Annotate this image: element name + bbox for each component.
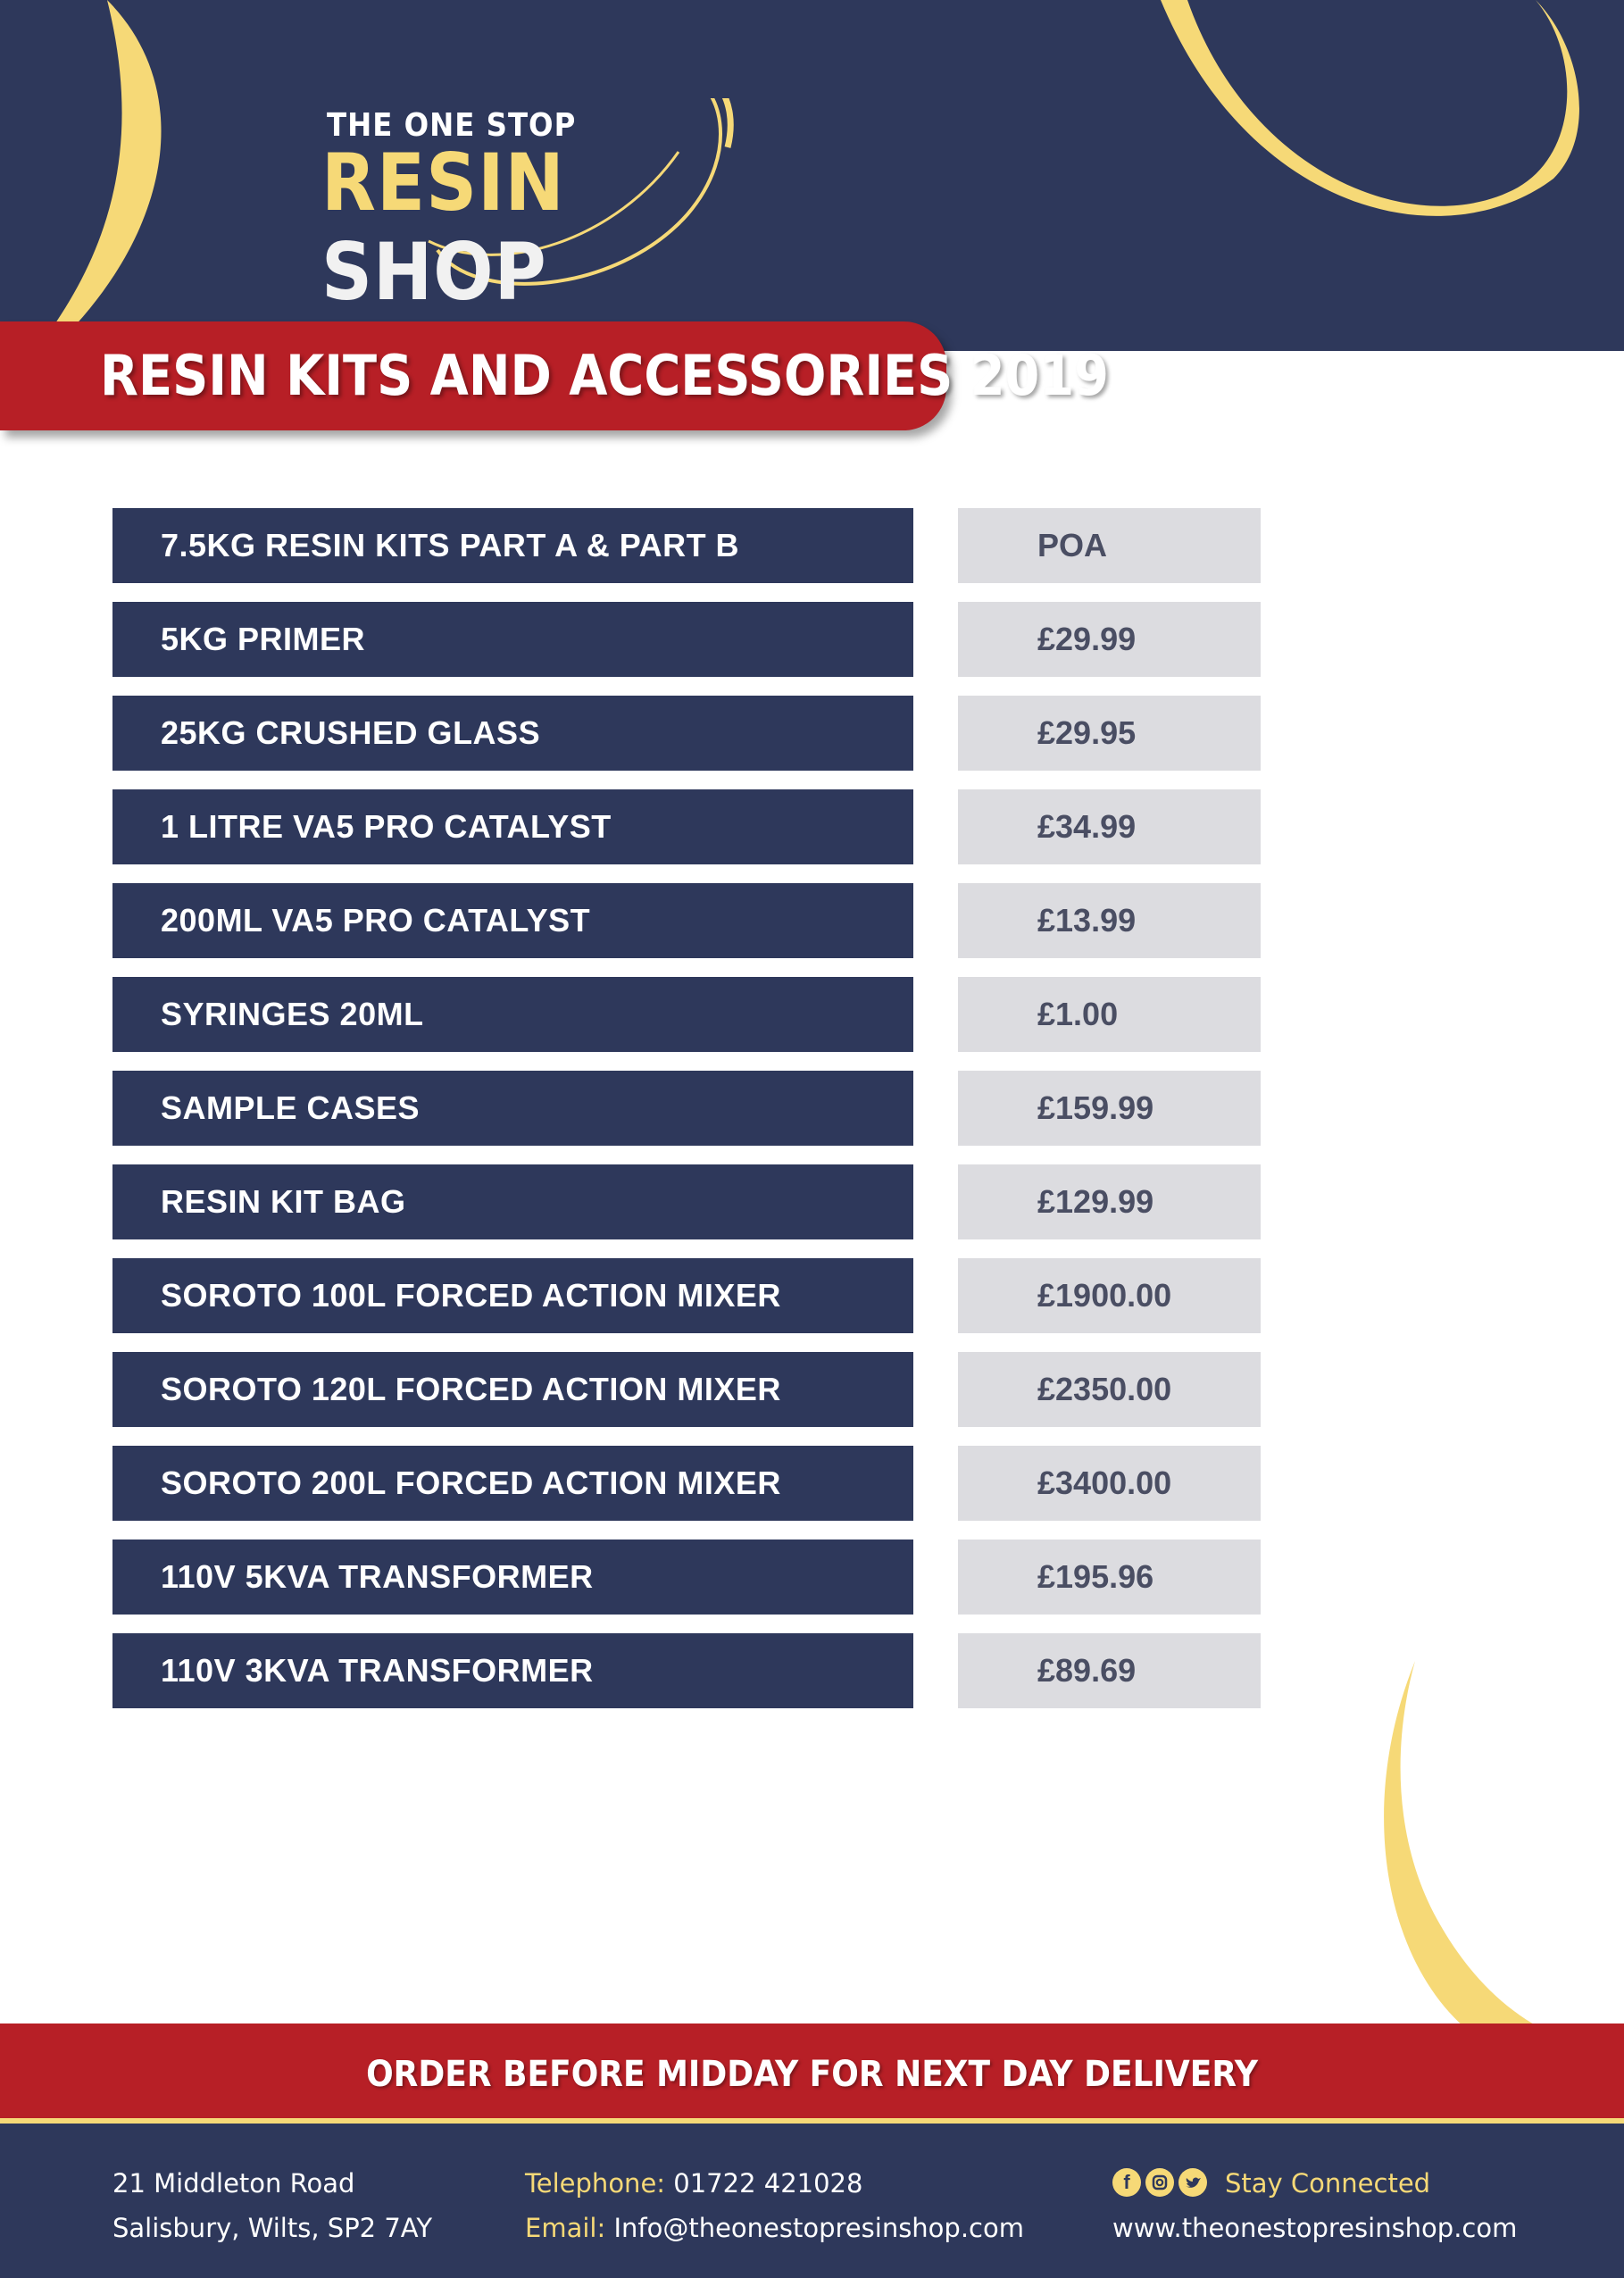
product-name: SOROTO 200L FORCED ACTION MIXER bbox=[112, 1446, 913, 1521]
product-name: 110V 3KVA TRANSFORMER bbox=[112, 1633, 913, 1708]
logo-tagline: THE ONE STOP bbox=[327, 107, 577, 144]
product-name: SAMPLE CASES bbox=[112, 1071, 913, 1146]
address-line-2: Salisbury, Wilts, SP2 7AY bbox=[112, 2213, 433, 2243]
product-price: POA bbox=[958, 508, 1261, 583]
email-label: Email: bbox=[525, 2213, 606, 2243]
telephone-label: Telephone: bbox=[525, 2168, 666, 2199]
product-price: £34.99 bbox=[958, 789, 1261, 864]
price-row bbox=[112, 1258, 1264, 1333]
product-price: £195.96 bbox=[958, 1540, 1261, 1615]
price-row bbox=[112, 1446, 1264, 1521]
price-row bbox=[112, 789, 1264, 864]
price-row bbox=[112, 1352, 1264, 1427]
product-name: 200ML VA5 PRO CATALYST bbox=[112, 883, 913, 958]
product-name: 1 LITRE VA5 PRO CATALYST bbox=[112, 789, 913, 864]
price-row bbox=[112, 1164, 1264, 1239]
product-name: SOROTO 100L FORCED ACTION MIXER bbox=[112, 1258, 913, 1333]
product-price: £1900.00 bbox=[958, 1258, 1261, 1333]
product-name: 5KG PRIMER bbox=[112, 602, 913, 677]
logo-wordmark bbox=[321, 138, 741, 317]
twitter-icon[interactable] bbox=[1178, 2168, 1207, 2197]
website-link[interactable]: www.theonestopresinshop.com bbox=[1112, 2213, 1518, 2243]
telephone-number[interactable]: 01722 421028 bbox=[673, 2168, 863, 2199]
top-right-crescent bbox=[1161, 0, 1579, 216]
product-price: £159.99 bbox=[958, 1071, 1261, 1146]
product-price: £29.99 bbox=[958, 602, 1261, 677]
product-price: £3400.00 bbox=[958, 1446, 1261, 1521]
email-line bbox=[525, 2213, 1024, 2243]
price-row bbox=[112, 1633, 1264, 1708]
product-price: £2350.00 bbox=[958, 1352, 1261, 1427]
product-name: RESIN KIT BAG bbox=[112, 1164, 913, 1239]
facebook-icon[interactable]: f bbox=[1112, 2168, 1141, 2197]
product-price: £89.69 bbox=[958, 1633, 1261, 1708]
price-row bbox=[112, 602, 1264, 677]
product-price: £13.99 bbox=[958, 883, 1261, 958]
shop-logo bbox=[321, 98, 741, 318]
stay-connected-label: Stay Connected bbox=[1225, 2168, 1431, 2199]
footer-contact-area bbox=[0, 2124, 1624, 2278]
price-row bbox=[112, 508, 1264, 583]
product-name: SOROTO 120L FORCED ACTION MIXER bbox=[112, 1352, 913, 1427]
product-name: 7.5KG RESIN KITS PART A & PART B bbox=[112, 508, 913, 583]
price-row bbox=[112, 696, 1264, 771]
title-banner bbox=[0, 321, 1109, 430]
logo-shop-word: SHOP bbox=[321, 226, 547, 318]
telephone-line bbox=[525, 2168, 862, 2199]
logo-resin-word: RESIN bbox=[321, 137, 565, 229]
price-row bbox=[112, 1540, 1264, 1615]
price-row bbox=[112, 1071, 1264, 1146]
product-name: SYRINGES 20ML bbox=[112, 977, 913, 1052]
delivery-banner-text: ORDER BEFORE MIDDAY FOR NEXT DAY DELIVERY bbox=[366, 2054, 1258, 2095]
page-title: RESIN KITS AND ACCESSORIES 2019 bbox=[100, 343, 1109, 408]
address-line-1: 21 Middleton Road bbox=[112, 2168, 355, 2199]
product-price: £29.95 bbox=[958, 696, 1261, 771]
price-row bbox=[112, 883, 1264, 958]
social-icons bbox=[1112, 2168, 1211, 2200]
product-price: £129.99 bbox=[958, 1164, 1261, 1239]
delivery-banner bbox=[0, 2023, 1624, 2125]
price-row bbox=[112, 977, 1264, 1052]
product-name: 25KG CRUSHED GLASS bbox=[112, 696, 913, 771]
product-price: £1.00 bbox=[958, 977, 1261, 1052]
bottom-right-crescent bbox=[1384, 1661, 1624, 2070]
instagram-icon[interactable] bbox=[1145, 2168, 1174, 2197]
product-name: 110V 5KVA TRANSFORMER bbox=[112, 1540, 913, 1615]
email-link[interactable]: Info@theonestopresinshop.com bbox=[613, 2213, 1024, 2243]
